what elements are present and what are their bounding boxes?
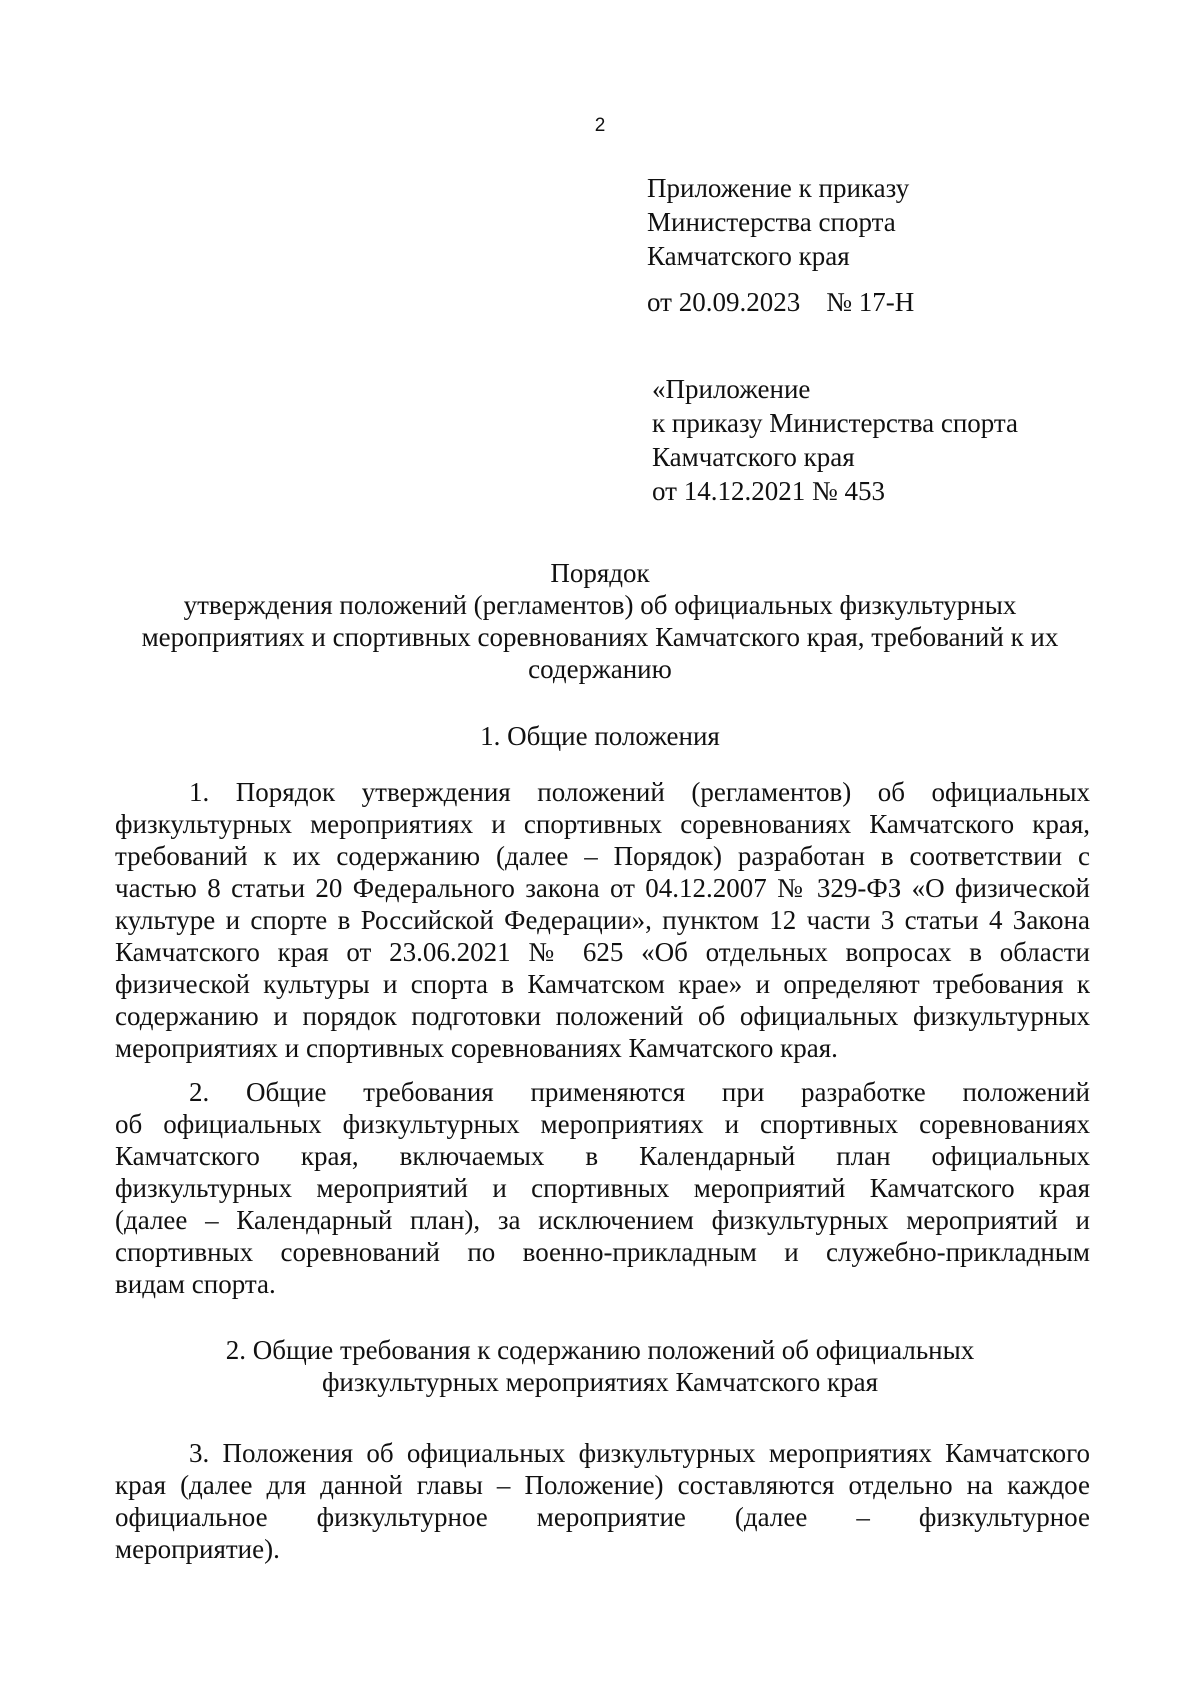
paragraph-3 <box>115 1437 1090 1565</box>
paragraph-3-line: 3. Положения об официальных физкультурных мероприятиях Камчатского <box>189 1438 1090 1468</box>
paragraph-2 <box>115 1076 1090 1300</box>
appendix-previous-line-3: Камчатского края <box>652 442 855 472</box>
paragraph-2-line: 2. Общие требования применяются при разработке положений <box>189 1077 1090 1107</box>
paragraph-1-line: физкультурных мероприятиях и спортивных соревнованиях Камчатского края, <box>115 809 1090 839</box>
document-title <box>110 557 1090 685</box>
title-line-4: содержанию <box>528 654 672 684</box>
paragraph-1-line: требований к их содержанию (далее – Порядок) разработан в соответствии с <box>115 841 1090 871</box>
paragraph-1-line: Камчатского края от 23.06.2021 № 625 «Об отдельных вопросах в области <box>115 937 1090 967</box>
page-number: 2 <box>594 115 606 136</box>
paragraph-3-line: официальное физкультурное мероприятие (далее – физкультурное <box>115 1502 1090 1532</box>
section-1-heading-text: 1. Общие положения <box>480 721 720 751</box>
paragraph-1-line: 1. Порядок утверждения положений (регламентов) об официальных <box>189 777 1090 807</box>
paragraph-1-line: физической культуры и спорта в Камчатском крае» и определяют требования к <box>115 969 1090 999</box>
section-2-heading <box>110 1334 1090 1398</box>
appendix-current-line-2: Министерства спорта <box>647 207 896 237</box>
appendix-previous <box>652 372 1018 508</box>
appendix-current-date: от 20.09.2023 <box>647 287 801 317</box>
paragraph-3-line: края (далее для данной главы – Положение) составляются отдельно на каждое <box>115 1470 1090 1500</box>
appendix-previous-line-4: от 14.12.2021 № 453 <box>652 476 885 506</box>
appendix-current <box>647 171 914 319</box>
paragraph-1-line: содержанию и порядок подготовки положений об официальных физкультурных <box>115 1001 1090 1031</box>
paragraph-1 <box>115 776 1090 1064</box>
paragraph-1-line: мероприятиях и спортивных соревнованиях Камчатского края. <box>115 1033 838 1063</box>
title-line-3: мероприятиях и спортивных соревнованиях Камчатского края, требований к их <box>141 622 1059 652</box>
paragraph-1-line: культуре и спорте в Российской Федерации», пунктом 12 части 3 статьи 4 Закона <box>115 905 1090 935</box>
appendix-current-line-1: Приложение к приказу <box>647 173 910 203</box>
paragraph-2-line: Камчатского края, включаемых в Календарный план официальных <box>115 1141 1090 1171</box>
appendix-previous-line-2: к приказу Министерства спорта <box>652 408 1019 438</box>
paragraph-2-line: спортивных соревнований по военно-прикладным и служебно-прикладным <box>115 1237 1090 1267</box>
title-line-2: утверждения положений (регламентов) об официальных физкультурных <box>183 590 1017 620</box>
paragraph-2-line: физкультурных мероприятий и спортивных мероприятий Камчатского края <box>115 1173 1090 1203</box>
title-line-1: Порядок <box>550 558 650 588</box>
paragraph-2-line: видам спорта. <box>115 1269 276 1299</box>
appendix-current-number: № 17-Н <box>826 287 915 317</box>
section-1-heading <box>110 720 1090 752</box>
appendix-previous-line-1: «Приложение <box>652 374 811 404</box>
paragraph-2-line: об официальных физкультурных мероприятиях и спортивных соревнованиях <box>115 1109 1090 1139</box>
appendix-current-line-3: Камчатского края <box>647 241 850 271</box>
paragraph-2-line: (далее – Календарный план), за исключением физкультурных мероприятий и <box>115 1205 1090 1235</box>
paragraph-1-line: частью 8 статьи 20 Федерального закона от 04.12.2007 № 329-ФЗ «О физической <box>115 873 1090 903</box>
section-2-heading-line-1: 2. Общие требования к содержанию положений об официальных <box>225 1335 975 1365</box>
appendix-current-date-line <box>647 285 914 319</box>
section-2-heading-line-2: физкультурных мероприятиях Камчатского края <box>321 1367 879 1397</box>
paragraph-3-line: мероприятие). <box>115 1534 280 1564</box>
